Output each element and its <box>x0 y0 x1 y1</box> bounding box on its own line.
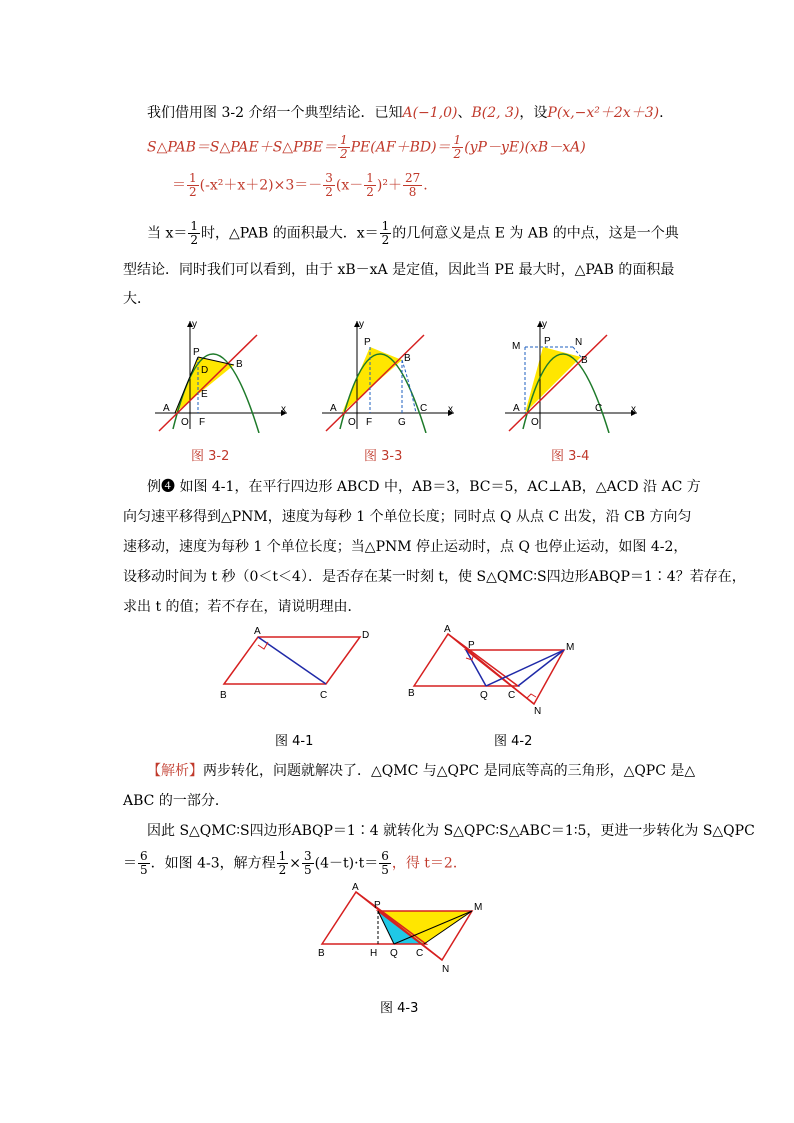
eq2-frac-2: $\frac{3}{2}$ <box>325 171 333 199</box>
svg-text:C: C <box>508 690 516 701</box>
solution-line3: 因此 S△QMC∶S四边形ABQP＝1∶4 就转化为 S△QPC∶S△ABC＝1∶5，更进一步转化为 S△QPC <box>147 823 755 839</box>
svg-text:M: M <box>566 642 575 653</box>
intro-line <box>147 102 664 122</box>
svg-text:C: C <box>416 948 424 959</box>
label-d: D <box>201 365 209 376</box>
example4-line1: 例❹ 如图 4-1，在平行四边形 ABCD 中，AB＝3，BC＝5，AC⊥AB，△ACD 沿 AC 方 <box>147 479 701 495</box>
para2-line2: 型结论．同时我们可以看到，由于 xB－xA 是定值，因此当 PE 最大时，△PAB 的面积最 <box>123 262 675 278</box>
eq2-frac-1: $\frac{1}{2}$ <box>189 171 197 199</box>
label-f: F <box>199 417 206 428</box>
example4-line3: 速移动，速度为每秒 1 个单位长度；当△PNM 停止运动时，点 Q 也停止运动，如图 4-2， <box>123 539 688 555</box>
solution-tag: 【解析】 <box>147 763 203 779</box>
point-b: B(2, 3) <box>471 105 520 121</box>
svg-text:x: x <box>448 404 453 415</box>
solution-line2: ABC 的一部分． <box>123 793 229 809</box>
caption-4-2: 图 4-2 <box>494 734 533 749</box>
line-ab <box>509 335 607 431</box>
svg-text:N: N <box>575 337 583 348</box>
label-p: P <box>193 347 200 358</box>
svg-text:F: F <box>366 417 373 428</box>
svg-text:N: N <box>534 706 542 717</box>
sol-frac-4: $\frac{6}{5}$ <box>381 849 389 877</box>
label-a: A <box>163 403 170 414</box>
eq2-frac-3: $\frac{1}{2}$ <box>366 171 374 199</box>
label-e: E <box>201 389 208 400</box>
eq1-mid: PE(AF＋BD)＝ <box>350 139 451 156</box>
figure-3-3 <box>312 315 462 433</box>
svg-text:B: B <box>404 353 411 364</box>
label-y: y <box>192 319 197 330</box>
p2-frac-1: $\frac{1}{2}$ <box>190 219 198 247</box>
caption-3-4: 图 3-4 <box>551 449 590 464</box>
svg-text:B: B <box>220 690 227 701</box>
period: . <box>659 105 664 121</box>
svg-text:B: B <box>408 688 415 699</box>
figure-4-2 <box>404 622 584 718</box>
figure-4-3 <box>312 880 492 976</box>
intro-text: 我们借用图 3-2 介绍一个典型结论．已知 <box>147 105 403 121</box>
label-b: B <box>236 359 243 370</box>
equation-1 <box>147 134 586 161</box>
svg-text:A: A <box>513 403 520 414</box>
example4-line5: 求出 t 的值；若不存在，请说明理由． <box>123 599 362 615</box>
p2-frac-2: $\frac{1}{2}$ <box>381 219 390 247</box>
svg-text:P: P <box>544 336 551 347</box>
equation-2: ＝ $\frac{1}{2}$ (-x²＋x＋2)×3＝－ $\frac{3}{2}$ (x－ $\frac{1}{2}$ )²＋ $\frac{27}{8}$ . <box>172 171 428 199</box>
svg-text:M: M <box>512 341 521 352</box>
example4-line4: 设移动时间为 t 秒（0＜t＜4）．是否存在某一时刻 t，使 S△QMC∶S四边形ABQP＝1∶4？若存在， <box>123 569 746 585</box>
svg-text:O: O <box>531 417 539 428</box>
svg-text:G: G <box>398 417 406 428</box>
svg-text:C: C <box>595 403 603 414</box>
svg-text:P: P <box>374 900 381 911</box>
figure-3-2 <box>145 315 295 433</box>
eq1-frac-1: $\frac{1}{2}$ <box>340 133 348 161</box>
svg-text:A: A <box>254 626 261 637</box>
sol-frac-3: $\frac{3}{5}$ <box>304 849 312 877</box>
caption-3-2: 图 3-2 <box>191 449 230 464</box>
svg-text:Q: Q <box>480 690 488 701</box>
figure-3-4 <box>495 315 645 433</box>
caption-4-3: 图 4-3 <box>380 1001 419 1016</box>
svg-text:N: N <box>442 964 450 975</box>
eq1-lhs: S△PAB＝S△PAE＋S△PBE＝ <box>147 139 337 156</box>
label-x: x <box>281 404 286 415</box>
svg-text:A: A <box>330 403 337 414</box>
point-a: A(−1,0) <box>402 105 458 121</box>
caption-4-1: 图 4-1 <box>275 734 314 749</box>
point-p: P(x,−x²＋2x＋3) <box>547 105 660 121</box>
svg-text:C: C <box>320 690 328 701</box>
svg-text:y: y <box>542 319 547 330</box>
svg-text:C: C <box>420 403 428 414</box>
svg-text:P: P <box>364 337 371 348</box>
svg-text:D: D <box>362 630 370 641</box>
eq1-rhs: (yP－yE)(xB－xA) <box>464 139 586 156</box>
diagonal-ac <box>258 637 326 684</box>
svg-text:y: y <box>359 319 364 330</box>
svg-text:B: B <box>581 355 588 366</box>
caption-3-3: 图 3-3 <box>364 449 403 464</box>
label-o: O <box>181 417 189 428</box>
eq2-frac-4: $\frac{27}{8}$ <box>404 171 421 199</box>
svg-text:P: P <box>468 640 475 651</box>
svg-text:B: B <box>318 948 325 959</box>
svg-text:x: x <box>631 404 636 415</box>
separator: 、 <box>457 105 472 121</box>
svg-text:H: H <box>370 948 378 959</box>
line-ab <box>159 335 257 431</box>
para2-line3: 大． <box>123 291 151 307</box>
solution-line1: 【解析】两步转化，问题就解决了．△QMC 与△QPC 是同底等高的三角形，△QPC 是△ <box>147 763 696 779</box>
example4-line2: 向匀速平移得到△PNM，速度为每秒 1 个单位长度；同时点 Q 从点 C 出发，沿 CB 方向匀 <box>123 509 692 525</box>
solution-line4: ＝ $\frac{6}{5}$ ．如图 4-3，解方程 $\frac{1}{2}$ × $\frac{3}{5}$ (4－t)·t＝ $\frac{6}{5}$ ，得 t＝2． <box>123 849 467 877</box>
svg-text:O: O <box>348 417 356 428</box>
sol-frac-1: $\frac{6}{5}$ <box>140 849 148 877</box>
figure-4-1 <box>212 622 382 704</box>
sol-frac-2: $\frac{1}{2}$ <box>278 849 287 877</box>
para2-line1: 当 x＝ $\frac{1}{2}$ 时，△PAB 的面积最大．x＝ $\frac{1}{2}$ 的几何意义是点 E 为 AB 的中点，这是一个典 <box>147 219 679 247</box>
eq1-frac-2: $\frac{1}{2}$ <box>453 133 462 161</box>
svg-text:Q: Q <box>390 948 398 959</box>
svg-text:A: A <box>444 624 451 635</box>
svg-text:A: A <box>352 882 359 893</box>
svg-text:M: M <box>474 902 483 913</box>
set-text: ，设 <box>519 105 548 121</box>
